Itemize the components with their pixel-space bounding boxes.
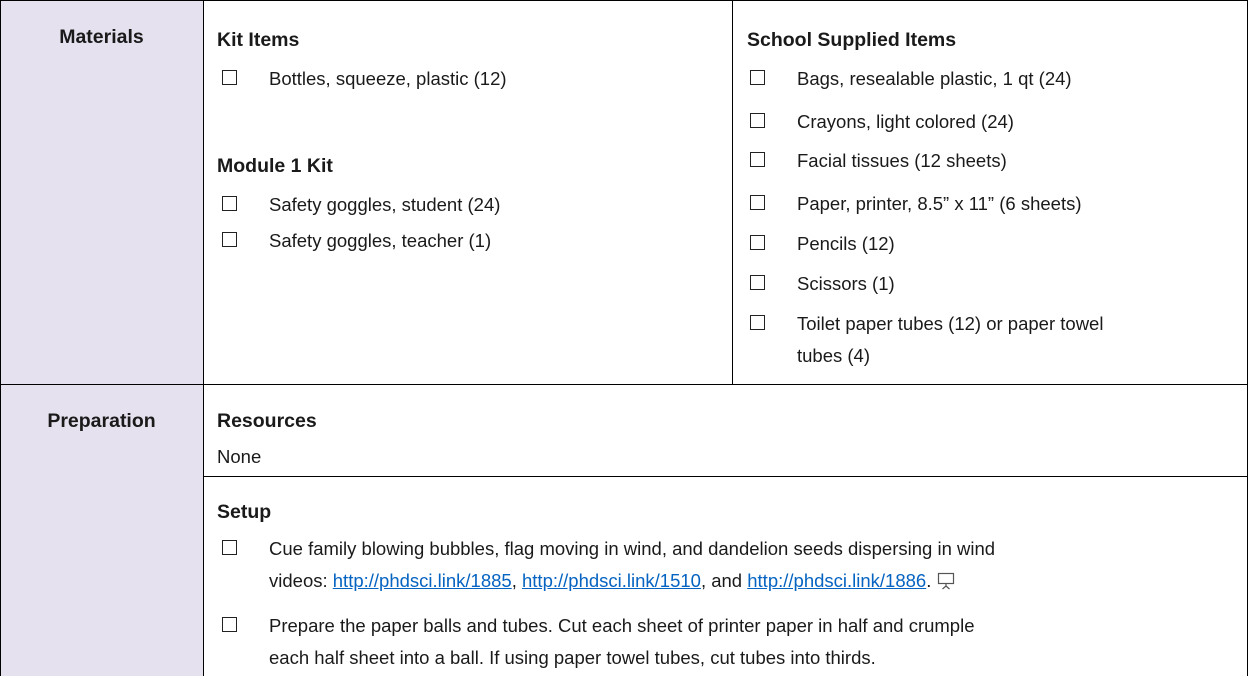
checkbox-icon[interactable] [222,540,237,555]
presentation-screen-icon [937,570,955,598]
checkbox-icon[interactable] [750,235,765,250]
resources-text: None [217,446,262,467]
materials-label-cell [0,0,203,384]
setup-item-continuation: each half sheet into a ball. If using paper towel tubes, cut tubes into thirds. [269,647,876,668]
checkbox-icon[interactable] [750,275,765,290]
table-top-border [0,0,1248,1]
checkbox-icon[interactable] [750,152,765,167]
table-left-border [0,0,1,676]
checkbox-icon[interactable] [222,70,237,85]
checkbox-icon[interactable] [222,232,237,247]
materials-label: Materials [59,26,144,48]
checkbox-icon[interactable] [750,195,765,210]
resources-heading: Resources [217,410,317,432]
video-link-1885[interactable]: http://phdsci.link/1885 [332,570,512,591]
checkbox-icon[interactable] [750,70,765,85]
materials-split-divider [732,0,733,384]
kit-items-heading: Kit Items [217,29,300,51]
preparation-label-cell [0,384,203,676]
checkbox-icon[interactable] [222,617,237,632]
checkbox-icon[interactable] [750,315,765,330]
video-link-1510[interactable]: http://phdsci.link/1510 [522,570,701,591]
school-items-heading: School Supplied Items [747,29,957,51]
checkbox-icon[interactable] [222,196,237,211]
video-link-1886[interactable]: http://phdsci.link/1886 [747,570,927,591]
materials-bottom-border [0,384,1248,385]
setup-heading: Setup [217,501,272,523]
setup-item-continuation: videos: http://phdsci.link/1885, http://phdsci.link/1510, and http://phdsci.link/1886. [269,567,955,598]
list-item-continuation: tubes (4) [797,345,871,366]
label-column-divider [203,0,204,676]
module-kit-heading: Module 1 Kit [217,155,333,177]
materials-preparation-table: Materials Preparation Kit Items Bottles, squeeze, plastic (12) Module 1 Kit Safety goggles, student (24) Safety goggles, teacher (1) School Supplied Items Bags, resealable plastic, 1 qt (24) Crayons, light colored (24) Facial tissues (12 sheets) Paper, printer, 8.5” x 11” (6 sheets) Pencils (12) Scissors (1) Toilet paper tubes (12) or paper towel tubes (4) Resources None Setup Cue family blowing bubbles, flag moving in wind, and dandelion seeds dispersing in wind videos: http://phdsci.link/1885, http://phdsci.link/1510, and http://phdsci.link/1886. Prepare the paper balls and tubes. Cut each sheet of printer paper in half and crumple each half sheet into a ball. If using paper towel tubes, cut tubes into thirds. [0,0,1248,676]
resources-bottom-border [203,476,1248,477]
preparation-label: Preparation [47,410,156,432]
checkbox-icon[interactable] [750,113,765,128]
